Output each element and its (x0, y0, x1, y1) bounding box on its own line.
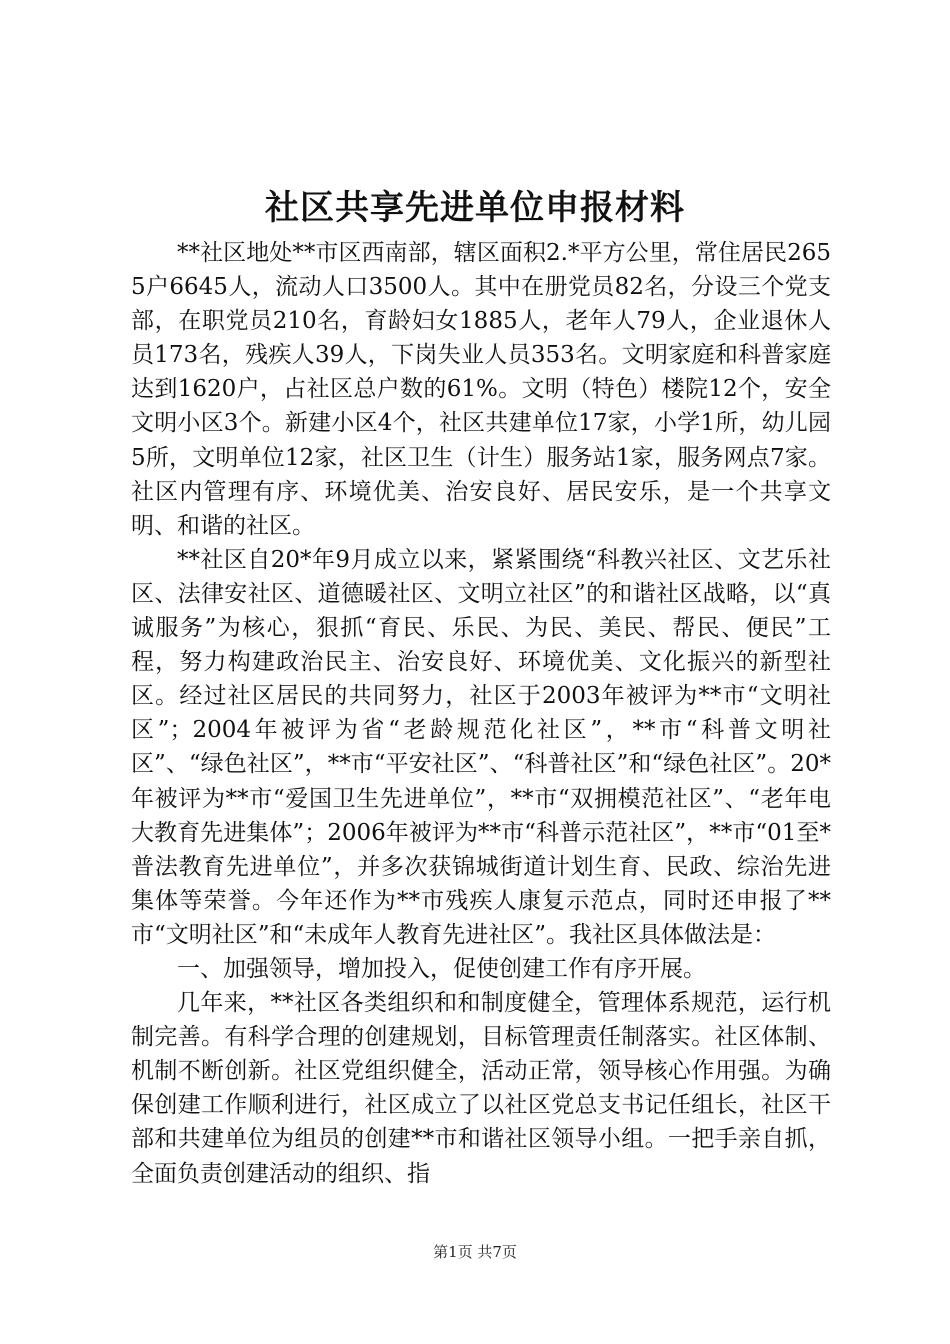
document-title: 社区共享先进单位申报材料 (265, 188, 685, 228)
section-heading-1: 一、加强领导，增加投入，促使创建工作有序开展。 (177, 955, 706, 982)
paragraph-section-1: 几年来，**社区各类组织和和制度健全，管理体系规范，运行机制完善。有科学合理的创建规划，目标管理责任制落实。社区体制、机制不断创新。社区党组织健全，活动正常，领导核心作用强。为确保创建工作顺利进行，社区成立了以社区党总支书记任组长，社区干部和共建单位为组员的创建**市和谐社区领导小组。一把手亲自抓，全面负责创建活动的组织、指 (131, 990, 831, 1187)
page-footer: 第1页 共7页 (433, 1243, 517, 1261)
paragraph-history: **社区自20*年9月成立以来，紧紧围绕“科教兴社区、文艺乐社区、法律安社区、道德暖社区、文明立社区”的和谐社区战略，以“真诚服务”为核心，狠抓“育民、乐民、为民、美民、帮民、便民”工程，努力构建政治民主、治安良好、环境优美、文化振兴的新型社区。经过社区居民的共同努力，社区于2003年被评为**市“文明社区”；2004年被评为省“老龄规范化社区”，**市“科普文明社区”、“绿色社区”，**市“平安社区”、“科普社区”和“绿色社区”。20*年被评为**市“爱国卫生先进单位”，**市“双拥模范社区”、“老年电大教育先进集体”；2006年被评为**市“科普示范社区”，**市“01至*普法教育先进单位”，并多次获锦城街道计划生育、民政、综治先进集体等荣誉。今年还作为**市残疾人康复示范点，同时还申报了**市“文明社区”和“未成年人教育先进社区”。我社区具体做法是： (131, 546, 831, 948)
document-body (131, 236, 831, 1191)
paragraph-intro: **社区地处**市区西南部，辖区面积2.*平方公里，常住居民2655户6645人，流动人口3500人。其中在册党员82名，分设三个党支部，在职党员210名，育龄妇女1885人，老年人79人，企业退休人员173名，残疾人39人，下岗失业人员353名。文明家庭和科普家庭达到1620户，占社区总户数的61%。文明（特色）楼院12个，安全文明小区3个。新建小区4个，社区共建单位17家，小学1所，幼儿园5所，文明单位12家，社区卫生（计生）服务站1家，服务网点7家。社区内管理有序、环境优美、治安良好、居民安乐，是一个共享文明、和谐的社区。 (131, 240, 831, 539)
